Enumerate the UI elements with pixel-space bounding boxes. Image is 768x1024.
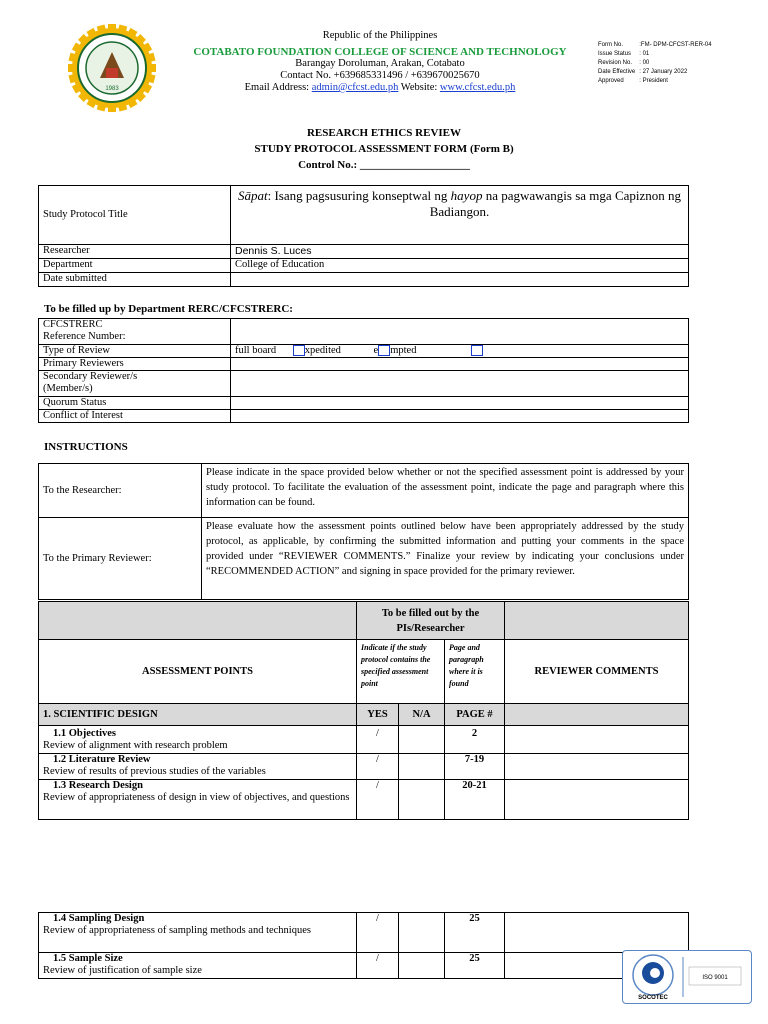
- form-meta-row: [598, 78, 714, 85]
- conflict-of-interest-label: Conflict of Interest: [39, 410, 231, 423]
- researcher-value: Dennis S. Luces: [231, 245, 689, 259]
- form-meta-label: Issue Status: [598, 51, 632, 57]
- page-cell[interactable]: 7-19: [445, 754, 505, 780]
- na-cell[interactable]: [399, 780, 445, 820]
- school-address: Barangay Doroluman, Arakan, Cotabato: [295, 58, 465, 69]
- college-seal-logo: [66, 22, 158, 114]
- socotec-logo-icon: [623, 951, 751, 1003]
- full-board-label: full board: [235, 345, 277, 356]
- title-line-1: RESEARCH ETHICS REVIEW: [306, 127, 462, 139]
- title-italic-2: hayop: [450, 188, 483, 203]
- form-meta-row: [598, 60, 714, 67]
- form-meta-value: : President: [639, 78, 668, 84]
- comment-cell[interactable]: [505, 780, 689, 820]
- secondary-reviewers-label: [39, 371, 231, 397]
- yes-cell[interactable]: /: [357, 754, 399, 780]
- email-website-line: [170, 82, 590, 94]
- exempted-checkbox[interactable]: [378, 345, 390, 356]
- to-researcher-text: Please indicate in the space provided below whether or not the specified assessment point is addressed by your study protocol. To facilitate the evaluation of the assessment point, indicate the page and paragraph where this information can be found.: [202, 464, 689, 518]
- table-row: [39, 913, 689, 953]
- form-meta-row: [598, 69, 714, 76]
- title-part-3: na pagwawangis sa mga Capiznon ng Badiangon.: [429, 188, 682, 219]
- reference-number-label: [39, 319, 231, 345]
- assessment-table: [38, 601, 689, 820]
- school-name: COTABATO FOUNDATION COLLEGE OF SCIENCE AND TECHNOLOGY: [193, 46, 567, 58]
- row-desc: Review of justification of sample size: [43, 965, 202, 976]
- socotec-brand: SOCOTEC: [638, 995, 668, 1001]
- table-row: [39, 780, 689, 820]
- page-cell[interactable]: 20-21: [445, 780, 505, 820]
- page-cell[interactable]: 25: [445, 913, 505, 953]
- type-of-review-label: Type of Review: [39, 345, 231, 358]
- form-meta-label: Form No.: [598, 42, 624, 48]
- secondary-label-1: Secondary Reviewer/s: [43, 371, 138, 382]
- page-cell[interactable]: 2: [445, 726, 505, 754]
- row-desc: Review of alignment with research problem: [43, 740, 228, 751]
- to-reviewer-label: To the Primary Reviewer:: [39, 518, 202, 600]
- rerc-heading: To be filled up by Department RERC/CFCSTRERC:: [44, 303, 293, 315]
- section-scientific-design: 1. SCIENTIFIC DESIGN: [39, 704, 357, 726]
- republic-line: Republic of the Philippines: [322, 30, 438, 41]
- study-title-value: [231, 186, 689, 245]
- indicate-header: Indicate if the study protocol contains the specified assessment point: [357, 640, 445, 704]
- yes-cell[interactable]: /: [357, 780, 399, 820]
- full-board-checkbox[interactable]: [471, 345, 483, 356]
- email-label: Email Address:: [244, 82, 312, 93]
- table-row: [39, 726, 689, 754]
- website-label: Website:: [398, 82, 440, 93]
- form-meta-row: [598, 42, 714, 49]
- rerc-table: [38, 318, 689, 423]
- page-cell[interactable]: 25: [445, 953, 505, 979]
- yes-cell[interactable]: /: [357, 953, 399, 979]
- form-meta-value: : 00: [639, 60, 650, 66]
- assessment-table-continued: [38, 912, 689, 979]
- primary-reviewers-value[interactable]: [231, 358, 689, 371]
- reference-number-value[interactable]: [231, 319, 689, 345]
- iso-label: ISO 9001: [702, 975, 728, 981]
- secondary-label-2: (Member/s): [43, 383, 93, 394]
- row-desc: Review of appropriateness of design in view of objectives, and questions: [43, 792, 350, 803]
- row-title: 1.3 Research Design: [53, 780, 143, 791]
- shade-cell-left: [39, 602, 357, 640]
- title-line-2: STUDY PROTOCOL ASSESSMENT FORM (Form B): [254, 143, 514, 155]
- form-meta-table: [596, 40, 716, 87]
- table-row: [39, 953, 689, 979]
- ref-label-2: Reference Number:: [43, 331, 126, 342]
- secondary-reviewers-value[interactable]: [231, 371, 689, 397]
- form-meta-label: Revision No.: [598, 60, 633, 66]
- protocol-table: [38, 185, 689, 287]
- page-paragraph-header: Page and paragraph where it is found: [445, 640, 505, 704]
- row-desc: Review of results of previous studies of the variables: [43, 766, 266, 777]
- row-desc: Review of appropriateness of sampling methods and techniques: [43, 925, 311, 936]
- row-title: 1.4 Sampling Design: [53, 913, 145, 924]
- conflict-of-interest-value[interactable]: [231, 410, 689, 423]
- filled-by-header: To be filled out by the PIs/Researcher: [357, 602, 505, 640]
- row-title: 1.5 Sample Size: [53, 953, 123, 964]
- na-cell[interactable]: [399, 913, 445, 953]
- title-italic-1: Sāpat: [237, 188, 268, 203]
- researcher-label: Researcher: [39, 245, 231, 259]
- socotec-certification-badge: [622, 950, 752, 1004]
- control-number: Control No.: ____________________: [298, 159, 470, 171]
- form-meta-label: Date Effective: [598, 69, 636, 75]
- shade-cell: [505, 704, 689, 726]
- instructions-heading: INSTRUCTIONS: [44, 441, 128, 453]
- study-title-label: Study Protocol Title: [39, 186, 231, 245]
- department-label: Department: [39, 259, 231, 273]
- ref-label-1: CFCSTRERC: [43, 319, 103, 330]
- shade-cell-right: [505, 602, 689, 640]
- comment-cell[interactable]: [505, 754, 689, 780]
- type-of-review-options: [231, 345, 689, 358]
- expedited-label: xpedited: [304, 345, 341, 356]
- row-title: 1.2 Literature Review: [53, 754, 151, 765]
- date-submitted-label: Date submitted: [39, 273, 231, 287]
- na-cell[interactable]: [399, 754, 445, 780]
- to-researcher-label: To the Researcher:: [39, 464, 202, 518]
- title-part-2: : Isang pagsusuring konseptwal ng: [267, 188, 451, 203]
- comment-cell[interactable]: [505, 913, 689, 953]
- form-meta-value: : 01: [639, 51, 650, 57]
- reviewer-comments-header: REVIEWER COMMENTS: [505, 640, 689, 704]
- yes-cell[interactable]: /: [357, 913, 399, 953]
- primary-reviewers-label: Primary Reviewers: [39, 358, 231, 371]
- contact-numbers: Contact No. +639685331496 / +639670025670: [280, 70, 480, 81]
- department-value: College of Education: [231, 259, 689, 273]
- email-link[interactable]: admin@cfcst.edu.ph: [311, 82, 399, 93]
- comment-cell[interactable]: [505, 726, 689, 754]
- assessment-points-header: ASSESSMENT POINTS: [39, 640, 357, 704]
- na-header: N/A: [399, 704, 445, 726]
- quorum-status-value[interactable]: [231, 397, 689, 410]
- quorum-status-label: Quorum Status: [39, 397, 231, 410]
- exempted-label-a: e: [373, 345, 379, 356]
- to-reviewer-text: Please evaluate how the assessment points outlined below have been appropriately addressed by the study protocol, as applicable, by confirming the submitted information and putting your comments in the space provided under “REVIEWER COMMENTS.” Finalize your review by indicating your conclusions under “RECOMMENDED ACTION” and signing in space provided for the primary reviewer.: [202, 518, 689, 600]
- form-meta-label: Approved: [598, 78, 624, 84]
- form-meta-value: : 27 January 2022: [639, 69, 688, 75]
- table-row: [39, 754, 689, 780]
- form-meta-row: [598, 51, 714, 58]
- form-meta-value: :FM- DPM-CFCST-RER-04: [639, 42, 712, 48]
- website-link[interactable]: www.cfcst.edu.ph: [439, 82, 516, 93]
- seal-year: 1983: [105, 86, 119, 92]
- instructions-table: [38, 463, 689, 600]
- na-cell[interactable]: [399, 953, 445, 979]
- expedited-checkbox[interactable]: [293, 345, 305, 356]
- page-number-header: PAGE #: [445, 704, 505, 726]
- yes-cell[interactable]: /: [357, 726, 399, 754]
- row-title: 1.1 Objectives: [53, 728, 116, 739]
- exempted-label-b: mpted: [390, 345, 417, 356]
- yes-header: YES: [357, 704, 399, 726]
- na-cell[interactable]: [399, 726, 445, 754]
- date-submitted-value[interactable]: [231, 273, 689, 287]
